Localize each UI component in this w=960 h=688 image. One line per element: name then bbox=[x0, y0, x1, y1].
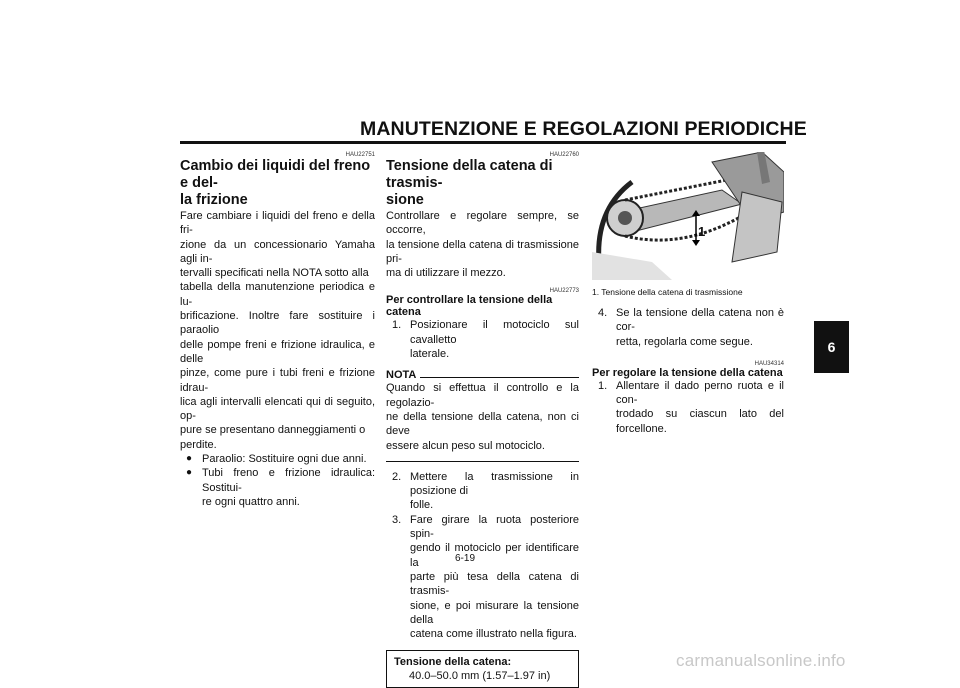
text-line: gendo il motociclo per identificare la bbox=[410, 542, 579, 569]
text-line: re ogni quattro anni. bbox=[202, 495, 300, 508]
bullet-dot-icon: ● bbox=[186, 467, 193, 479]
text-line: tervalli specificati nella NOTA sotto alla bbox=[180, 267, 369, 280]
text-line: Paraolio: Sostituire ogni due anni. bbox=[202, 453, 367, 466]
text-line: Quando si effettua il controllo e la regolazio- bbox=[386, 382, 579, 409]
text-line: trodado su ciascun lato del forcellone. bbox=[616, 408, 784, 435]
text-line: laterale. bbox=[410, 348, 450, 361]
subsection-heading: Per controllare la tensione della catena bbox=[386, 294, 553, 319]
spec-box bbox=[386, 650, 579, 688]
section-brake-clutch-fluid bbox=[180, 152, 375, 509]
text-line: Posizionare il motociclo sul cavalletto bbox=[410, 319, 579, 346]
header-rule bbox=[180, 141, 786, 144]
step-1: 1. Posizionare il motociclo sul cavalletto laterale. bbox=[392, 319, 579, 361]
text-line: Mettere la trasmissione in posizione di bbox=[410, 470, 579, 498]
step-4: 4. Se la tensione della catena non è cor- retta, regolarla come segue. bbox=[598, 307, 784, 348]
section-paragraph bbox=[180, 209, 375, 452]
steps-list bbox=[386, 470, 579, 642]
text-line: Tubi freno e frizione idraulica: Sostitui- bbox=[202, 467, 375, 494]
section-chain-tension bbox=[386, 152, 579, 688]
text-line: ne della tensione della catena, non ci deve bbox=[386, 410, 579, 438]
text-line: Allentare il dado perno ruota e il con- bbox=[616, 379, 784, 407]
figure-caption: 1. Tensione della catena di trasmissione bbox=[592, 287, 743, 297]
text-line: perdite. bbox=[180, 438, 217, 451]
step-number: 2. bbox=[392, 470, 402, 483]
text-line: delle pompe freni e frizione idraulica, e delle bbox=[180, 338, 375, 365]
text-line: zione da un concessionario Yamaha agli in- bbox=[180, 238, 375, 265]
bullet-item bbox=[180, 452, 375, 466]
text-line: lica agli intervalli elencati qui di seguito, op- bbox=[180, 395, 375, 423]
text-line: pure se presentano danneggiamenti o bbox=[180, 424, 366, 437]
section-heading: Tensione della catena di trasmis- sione bbox=[386, 158, 553, 208]
text-line: la tensione della catena di trasmissione pri- bbox=[386, 238, 579, 265]
text-line: Fare cambiare i liquidi del freno e della fri- bbox=[180, 210, 375, 237]
nota-label: NOTA bbox=[386, 369, 417, 382]
subsection-code: HAU22773 bbox=[549, 288, 579, 295]
chain-tension-illustration bbox=[592, 152, 784, 280]
nota-header bbox=[386, 369, 579, 381]
page-number: 6-19 bbox=[455, 553, 476, 564]
nota-end-rule bbox=[386, 461, 579, 462]
text-line: parte più tesa della catena di trasmis- bbox=[410, 570, 579, 598]
step-number: 3. bbox=[392, 513, 402, 526]
subsection-heading: Per regolare la tensione della catena bbox=[592, 366, 783, 379]
section-heading: Cambio dei liquidi del freno e del- la frizione bbox=[180, 158, 371, 208]
text-line: retta, regolarla come segue. bbox=[616, 335, 753, 348]
text-line: folle. bbox=[410, 499, 434, 512]
chapter-tab: 6 bbox=[814, 321, 849, 373]
section-code: HAU22751 bbox=[345, 152, 375, 158]
nota-text bbox=[386, 381, 579, 452]
step-item bbox=[386, 470, 579, 513]
bullet-item bbox=[180, 466, 375, 509]
text-line: Se la tensione della catena non è cor- bbox=[616, 307, 784, 334]
step-1: 1. Allentare il dado perno ruota e il con- trodado su ciascun lato del forcellone. bbox=[598, 379, 784, 435]
section-code: HAU22760 bbox=[549, 152, 579, 158]
text-line: Controllare e regolare sempre, se occorre, bbox=[386, 210, 579, 237]
step-item bbox=[386, 513, 579, 642]
watermark: carmanualsonline.info bbox=[676, 651, 846, 670]
text-line: pinze, come pure i tubi freni e frizione idrau- bbox=[180, 367, 375, 394]
text-line: catena come illustrato nella figura. bbox=[410, 628, 577, 641]
text-line: brificazione. Inoltre fare sostituire i paraolio bbox=[180, 310, 375, 337]
bullet-list bbox=[180, 452, 375, 509]
text-line: essere alcun peso sul motociclo. bbox=[386, 439, 545, 452]
figure-callout-1: 1 bbox=[698, 224, 706, 239]
text-line: sione, e poi misurare la tensione della bbox=[410, 599, 579, 626]
nota-rule bbox=[420, 377, 579, 378]
page-header-title: MANUTENZIONE E REGOLAZIONI PERIODICHE bbox=[360, 118, 807, 140]
subsection-code: HAU34314 bbox=[754, 360, 784, 367]
bullet-dot-icon: ● bbox=[186, 453, 193, 465]
text-line: Fare girare la ruota posteriore spin- bbox=[410, 513, 579, 541]
text-line: ma di utilizzare il mezzo. bbox=[386, 267, 506, 280]
text-line: tabella della manutenzione periodica e lu- bbox=[180, 281, 375, 308]
chain-figure-column bbox=[592, 152, 784, 436]
spec-value: 40.0–50.0 mm (1.57–1.97 in) bbox=[409, 670, 551, 683]
section-paragraph bbox=[386, 209, 579, 280]
spec-label: Tensione della catena: bbox=[394, 656, 512, 669]
